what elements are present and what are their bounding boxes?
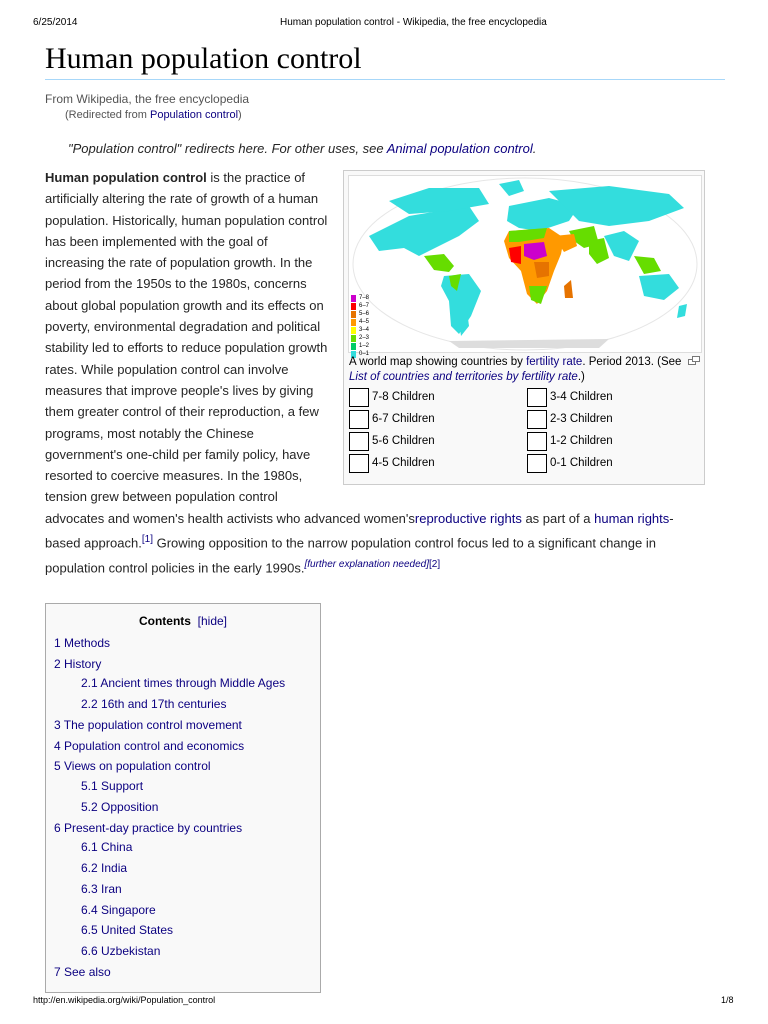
mini-legend-label: 0–1 xyxy=(359,350,370,357)
legend-item xyxy=(349,387,435,408)
toc-item-views[interactable]: 5 Views on population control xyxy=(54,759,211,773)
mini-legend-row xyxy=(351,326,369,334)
redirect-suffix: ) xyxy=(238,109,242,121)
map-mini-legend xyxy=(351,294,369,358)
legend-swatch xyxy=(527,388,547,407)
mini-legend-label: 7–8 xyxy=(359,294,370,301)
mini-legend-row xyxy=(351,310,369,318)
intro-text-4: Growing opposition to the narrow population control focus led to a significant change in population control policies in the early 1990s. xyxy=(45,535,656,575)
mini-legend-label: 6–7 xyxy=(359,302,370,309)
mini-legend-swatch xyxy=(351,327,356,334)
legend-label: 5-6 Children xyxy=(372,435,435,447)
ref-1-link[interactable]: [1] xyxy=(141,534,153,546)
hatnote-link[interactable]: Animal population control xyxy=(386,141,533,156)
legend-label: 6-7 Children xyxy=(372,413,435,425)
legend-item xyxy=(349,431,435,452)
page-title: Human population control xyxy=(45,42,362,75)
toc-item-see-also[interactable]: 7 See also xyxy=(54,965,111,979)
hatnote-prefix: "Population control" redirects here. For other uses, see xyxy=(68,141,387,156)
legend-label: 7-8 Children xyxy=(372,391,435,403)
hatnote-suffix: . xyxy=(532,141,537,156)
toc-hide-toggle[interactable]: [hide] xyxy=(197,614,228,628)
legend-swatch xyxy=(349,388,369,407)
legend-swatch xyxy=(527,410,547,429)
toc-item-economics[interactable]: 4 Population control and economics xyxy=(54,739,245,753)
legend-item xyxy=(527,453,613,474)
world-map-svg xyxy=(349,176,701,352)
legend-label: 0-1 Children xyxy=(550,457,613,469)
redirect-note xyxy=(65,109,242,121)
mini-legend-swatch xyxy=(351,311,356,318)
legend-item xyxy=(349,409,435,430)
redirect-link[interactable]: Population control xyxy=(149,109,239,121)
legend-swatch xyxy=(349,454,369,473)
toc-item-opposition[interactable]: 5.2 Opposition xyxy=(81,800,159,814)
toc-title-row xyxy=(46,614,320,628)
mini-legend-row xyxy=(351,342,369,350)
toc-title: Contents xyxy=(138,614,191,628)
title-divider xyxy=(45,79,725,80)
toc-item-history[interactable]: 2 History xyxy=(54,657,102,671)
toc-item-united-states[interactable]: 6.5 United States xyxy=(81,923,174,937)
ref-2-link[interactable]: [2] xyxy=(429,558,441,570)
fertility-list-link[interactable]: List of countries and territories by fertility rate xyxy=(349,370,578,383)
caption-text-3: .) xyxy=(577,370,585,383)
reproductive-rights-link[interactable]: reproductive rights xyxy=(414,510,522,526)
map-caption xyxy=(349,355,689,384)
mini-legend-swatch xyxy=(351,303,356,310)
fertility-map-figure xyxy=(343,170,705,485)
legend-swatch xyxy=(527,454,547,473)
mini-legend-row xyxy=(351,334,369,342)
site-subtitle: From Wikipedia, the free encyclopedia xyxy=(45,92,250,106)
legend-label: 2-3 Children xyxy=(550,413,613,425)
print-url: http://en.wikipedia.org/wiki/Population_control xyxy=(33,995,216,1005)
intro-paragraph xyxy=(45,167,705,578)
toc-item-methods[interactable]: 1 Methods xyxy=(54,636,111,650)
toc-item-present-day[interactable]: 6 Present-day practice by countries xyxy=(54,821,243,835)
toc-item-16th-17th[interactable]: 2.2 16th and 17th centuries xyxy=(81,697,227,711)
print-page-title: Human population control - Wikipedia, the free encyclopedia xyxy=(280,17,547,28)
legend-item xyxy=(527,431,613,452)
further-explanation-link[interactable]: [further explanation needed] xyxy=(304,558,429,570)
intro-text-3: -based approach. xyxy=(45,510,674,551)
legend-item xyxy=(349,453,435,474)
fertility-world-map[interactable] xyxy=(348,175,702,357)
toc-item-uzbekistan[interactable]: 6.6 Uzbekistan xyxy=(81,944,161,958)
toc-item-singapore[interactable]: 6.4 Singapore xyxy=(81,903,156,917)
legend-item xyxy=(527,387,613,408)
toc-item-iran[interactable]: 6.3 Iran xyxy=(81,882,122,896)
legend-swatch xyxy=(349,410,369,429)
legend-item xyxy=(527,409,613,430)
legend-label: 1-2 Children xyxy=(550,435,613,447)
mini-legend-swatch xyxy=(351,295,356,302)
mini-legend-swatch xyxy=(351,343,356,350)
enlarge-icon[interactable] xyxy=(688,356,700,365)
hatnote xyxy=(68,141,536,156)
caption-text-1: A world map showing countries by xyxy=(349,356,527,368)
toc-item-movement[interactable]: 3 The population control movement xyxy=(54,718,242,732)
intro-bold-term: Human population control xyxy=(45,170,207,185)
legend-swatch xyxy=(349,432,369,451)
mini-legend-row xyxy=(351,294,369,302)
mini-legend-row xyxy=(351,302,369,310)
toc-item-china[interactable]: 6.1 China xyxy=(81,840,133,854)
mini-legend-label: 3–4 xyxy=(359,326,370,333)
print-page-number: 1/8 xyxy=(721,995,734,1005)
mini-legend-swatch xyxy=(351,319,356,326)
intro-text-2: as part of a xyxy=(521,510,595,526)
caption-text-2: . Period 2013. (See xyxy=(582,356,682,368)
redirect-prefix: (Redirected from xyxy=(65,109,150,121)
table-of-contents xyxy=(45,603,321,993)
mini-legend-swatch xyxy=(351,335,356,342)
toc-item-india[interactable]: 6.2 India xyxy=(81,861,128,875)
legend-label: 4-5 Children xyxy=(372,457,435,469)
intro-text-1: is the practice of artificially altering the rate of growth of a human population. Historically, human population control has been implemented with the goal of increasing the rate of population growth. In the period from the 1950s to the 1980s, concerns about global population growth and its effects on poverty, environmental degradation and political stability led to efforts to reduce population growth rates. While population control can involve measures that improve people's lives by giving them greater control of their reproduction, a few programs, most notably the Chinese government's one-child per family policy, have resorted to coercive measures. In the 1980s, tension grew between population control advocates and women's health activists who advanced women's xyxy=(45,170,415,526)
mini-legend-label: 4–5 xyxy=(359,318,370,325)
legend-swatch xyxy=(527,432,547,451)
human-rights-link[interactable]: human rights xyxy=(594,510,670,526)
toc-item-ancient-times[interactable]: 2.1 Ancient times through Middle Ages xyxy=(81,676,286,690)
fertility-rate-link[interactable]: fertility rate xyxy=(526,356,583,368)
toc-item-support[interactable]: 5.1 Support xyxy=(81,779,144,793)
mini-legend-label: 2–3 xyxy=(359,334,370,341)
print-date: 6/25/2014 xyxy=(33,17,78,28)
mini-legend-row xyxy=(351,318,369,326)
mini-legend-label: 5–6 xyxy=(359,310,370,317)
mini-legend-label: 1–2 xyxy=(359,342,370,349)
legend-label: 3-4 Children xyxy=(550,391,613,403)
